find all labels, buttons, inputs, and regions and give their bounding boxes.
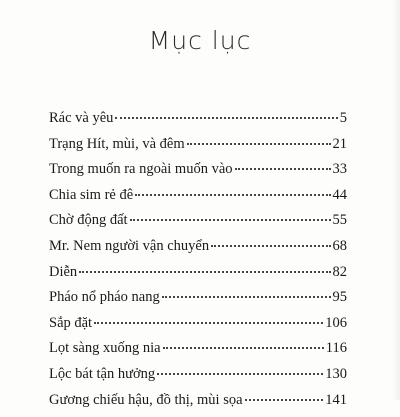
dot-leader [235, 165, 331, 170]
toc-entry-label: Gương chiếu hậu, đồ thị, mùi sọa [49, 391, 243, 408]
toc-entry-page: 33 [332, 161, 347, 178]
toc-entry-label: Chờ động đất [49, 212, 128, 229]
toc-entry [49, 289, 347, 315]
toc-entry [49, 340, 347, 366]
toc-entry-page: 68 [332, 237, 347, 254]
toc-entry [49, 136, 347, 162]
page-edge-shadow [392, 0, 400, 400]
dot-leader [157, 370, 323, 375]
dot-leader [163, 344, 324, 349]
toc-entry [49, 110, 347, 136]
dot-leader [211, 242, 330, 247]
dot-leader [115, 114, 337, 119]
toc-entry [49, 315, 347, 341]
toc-entry-label: Lộc bát tận hưởng [49, 365, 156, 382]
toc-entry-label: Lọt sàng xuống nia [49, 340, 161, 357]
toc-entry-page: 95 [332, 289, 347, 306]
toc-entry-page: 106 [325, 314, 347, 331]
toc-entry [49, 238, 347, 264]
dot-leader [94, 319, 323, 324]
toc-entry-label: Sắp đặt [49, 314, 93, 331]
dot-leader [79, 268, 330, 273]
dot-leader [187, 140, 331, 145]
toc-entry-page: 21 [332, 135, 347, 152]
toc-entry-page: 130 [325, 365, 347, 382]
toc-entry-page: 55 [332, 212, 347, 229]
toc-entry-label: Rác và yêu [49, 110, 114, 126]
toc-entry-label: Pháo nổ pháo nang [49, 289, 160, 306]
toc-entry [49, 366, 347, 392]
toc-entry-page: 141 [325, 391, 347, 408]
toc-entry [49, 392, 347, 417]
toc-entry-label: Trạng Hít, mùi, và đêm [49, 135, 185, 152]
dot-leader [135, 191, 330, 196]
toc-entry-page: 116 [325, 340, 347, 357]
dot-leader [162, 293, 331, 298]
toc-entry-page: 5 [339, 110, 347, 126]
toc-entry-page: 82 [332, 263, 347, 280]
toc-list [49, 110, 347, 417]
dot-leader [130, 216, 331, 221]
toc-title: Mục lục [148, 26, 252, 55]
toc-entry [49, 161, 347, 187]
toc-entry [49, 264, 347, 290]
toc-entry [49, 187, 347, 213]
toc-entry-label: Mr. Nem người vận chuyển [49, 237, 210, 254]
toc-entry-page: 44 [332, 186, 347, 203]
toc-entry-label: Chia sim rẻ đê [49, 186, 134, 203]
toc-entry [49, 212, 347, 238]
toc-entry-label: Diễn [49, 263, 78, 280]
toc-entry-label: Trong muốn ra ngoài muốn vào [49, 161, 233, 178]
